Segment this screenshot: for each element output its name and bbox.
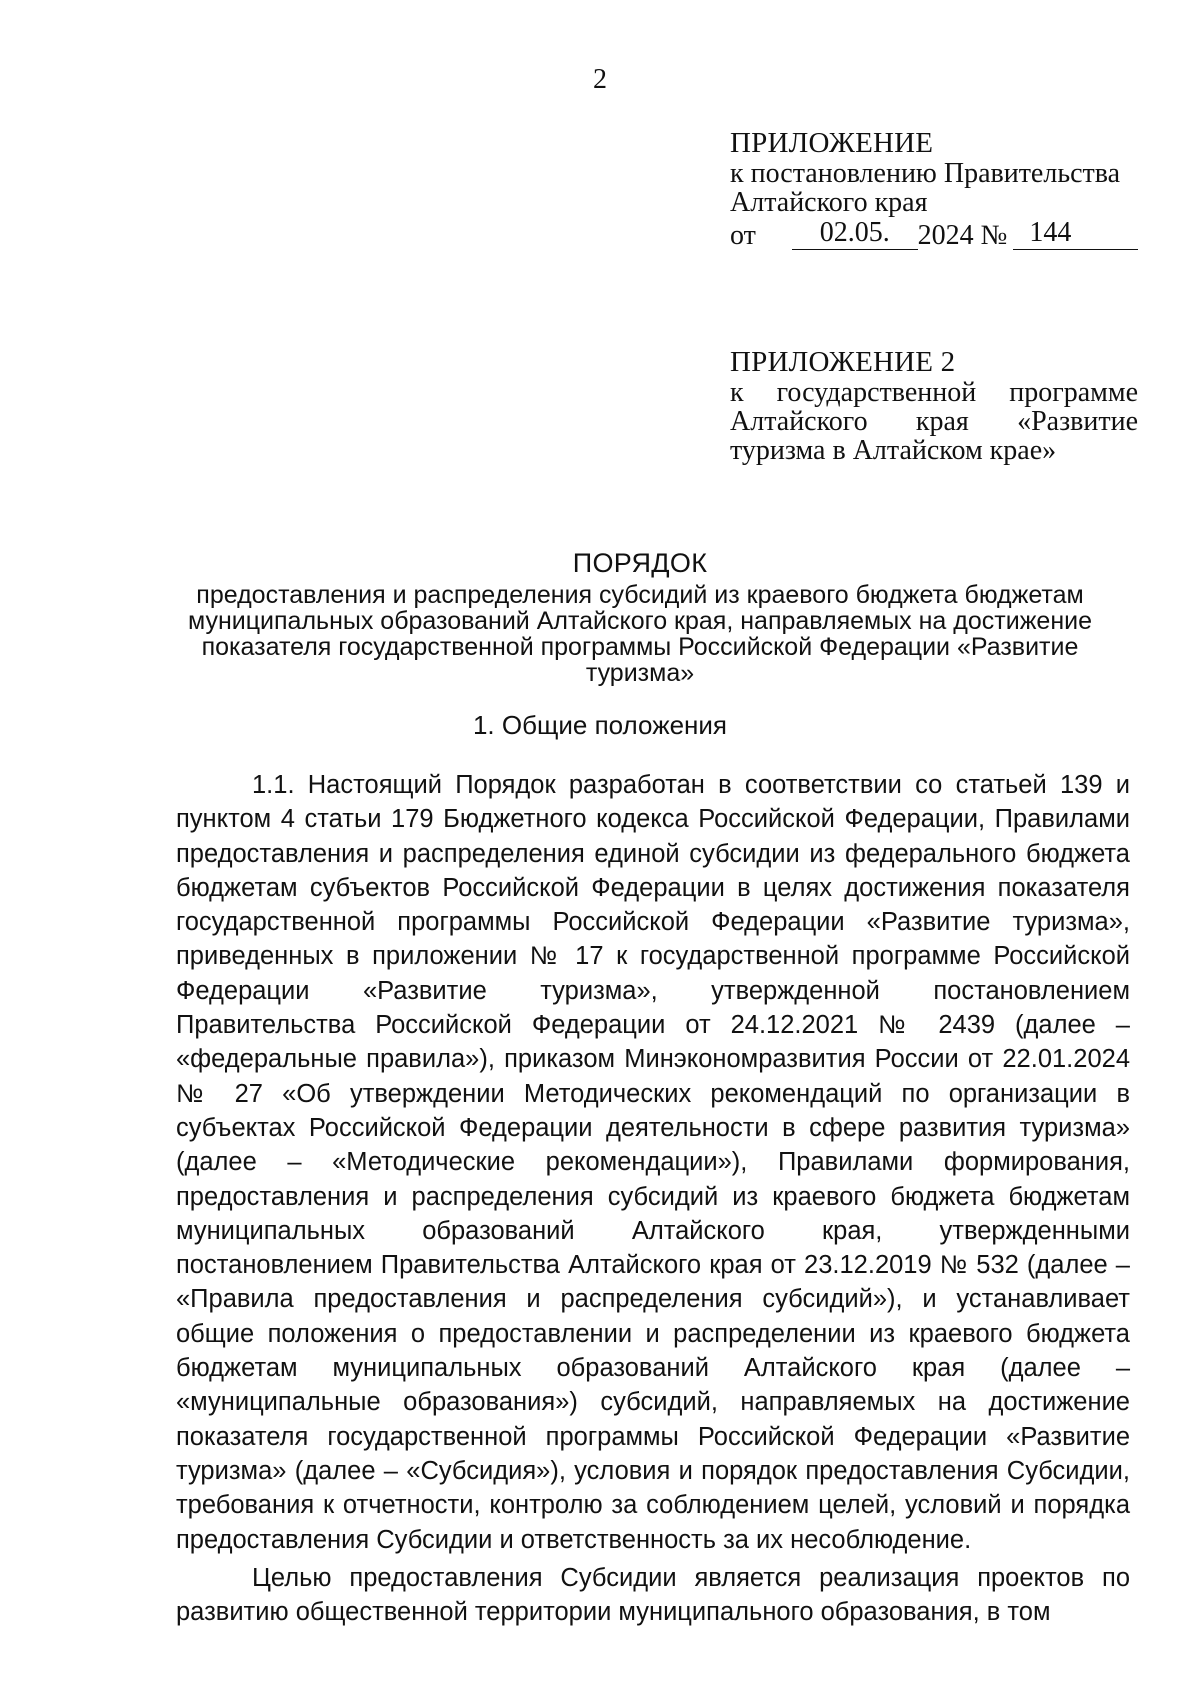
date-value: 02.05. [792, 219, 918, 250]
body-text [176, 768, 1130, 1629]
document-title: ПОРЯДОК [572, 548, 708, 578]
appendix-1-line-1: к постановлению Правительства [730, 158, 1121, 189]
document-title-block [170, 548, 1110, 686]
document-subtitle: предоставления и распределения субсидий из краевого бюджета бюджетам муниципальных образований Алтайского края, направляемых на достижение показателя государственной программы Российской Федерации «Развитие туризма» [188, 581, 1092, 687]
document-number: 144 [1013, 219, 1138, 250]
appendix-2-line-2: Алтайского края «Развитие [730, 406, 1138, 437]
year-label: 2024 № [917, 220, 1008, 251]
appendix-2-line-1: к государственной программе [730, 377, 1138, 408]
appendix-1-line-2: Алтайского края [730, 187, 928, 218]
section-title: 1. Общие положения [472, 710, 728, 740]
appendix-1-block [730, 127, 1138, 250]
date-prefix: от [730, 220, 756, 251]
appendix-1-date-line [730, 219, 1138, 250]
appendix-2-heading: ПРИЛОЖЕНИЕ 2 [730, 346, 956, 378]
appendix-1-heading: ПРИЛОЖЕНИЕ [730, 127, 934, 159]
page-number: 2 [593, 64, 607, 95]
appendix-2-line-3: туризма в Алтайском крае» [730, 435, 1057, 466]
appendix-2-block [730, 346, 1138, 465]
paragraph-purpose: Целью предоставления Субсидии является реализация проектов по развитию общественной территории муниципального образования, в том [176, 1563, 1130, 1627]
paragraph-1-1: 1.1. Настоящий Порядок разработан в соответствии со статьей 139 и пунктом 4 статьи 179 Бюджетного кодекса Российской Федерации, Правилами предоставления и распределения единой субсидии из федерального бюджета бюджетам субъектов Российской Федерации в целях достижения показателя государственной программы Российской Федерации «Развитие туризма», приведенных в приложении № 17 к государственной программе Российской Федерации «Развитие туризма», утвержденной постановлением Правительства Российской Федерации от 24.12.2021 № 2439 (далее – «федеральные правила»), приказом Минэкономразвития России от 22.01.2024 № 27 «Об утверждении Методических рекомендаций по организации в субъектах Российской Федерации деятельности в сфере развития туризма» (далее – «Методические рекомендации»), Правилами формирования, предоставления и распределения субсидий из краевого бюджета бюджетам муниципальных образований Алтайского края, утвержденными постановлением Правительства Алтайского края от 23.12.2019 № 532 (далее – «Правила предоставления и распределения субсидий»), и устанавливает общие положения о предоставлении и распределении из краевого бюджета бюджетам муниципальных образований Алтайского края (далее – «муниципальные образования») субсидий, направляемых на достижение показателя государственной программы Российской Федерации «Развитие туризма» (далее – «Субсидия»), условия и порядок предоставления Субсидии, требования к отчетности, контролю за соблюдением целей, условий и порядка предоставления Субсидии и ответственность за их несоблюдение. [176, 771, 1130, 1554]
